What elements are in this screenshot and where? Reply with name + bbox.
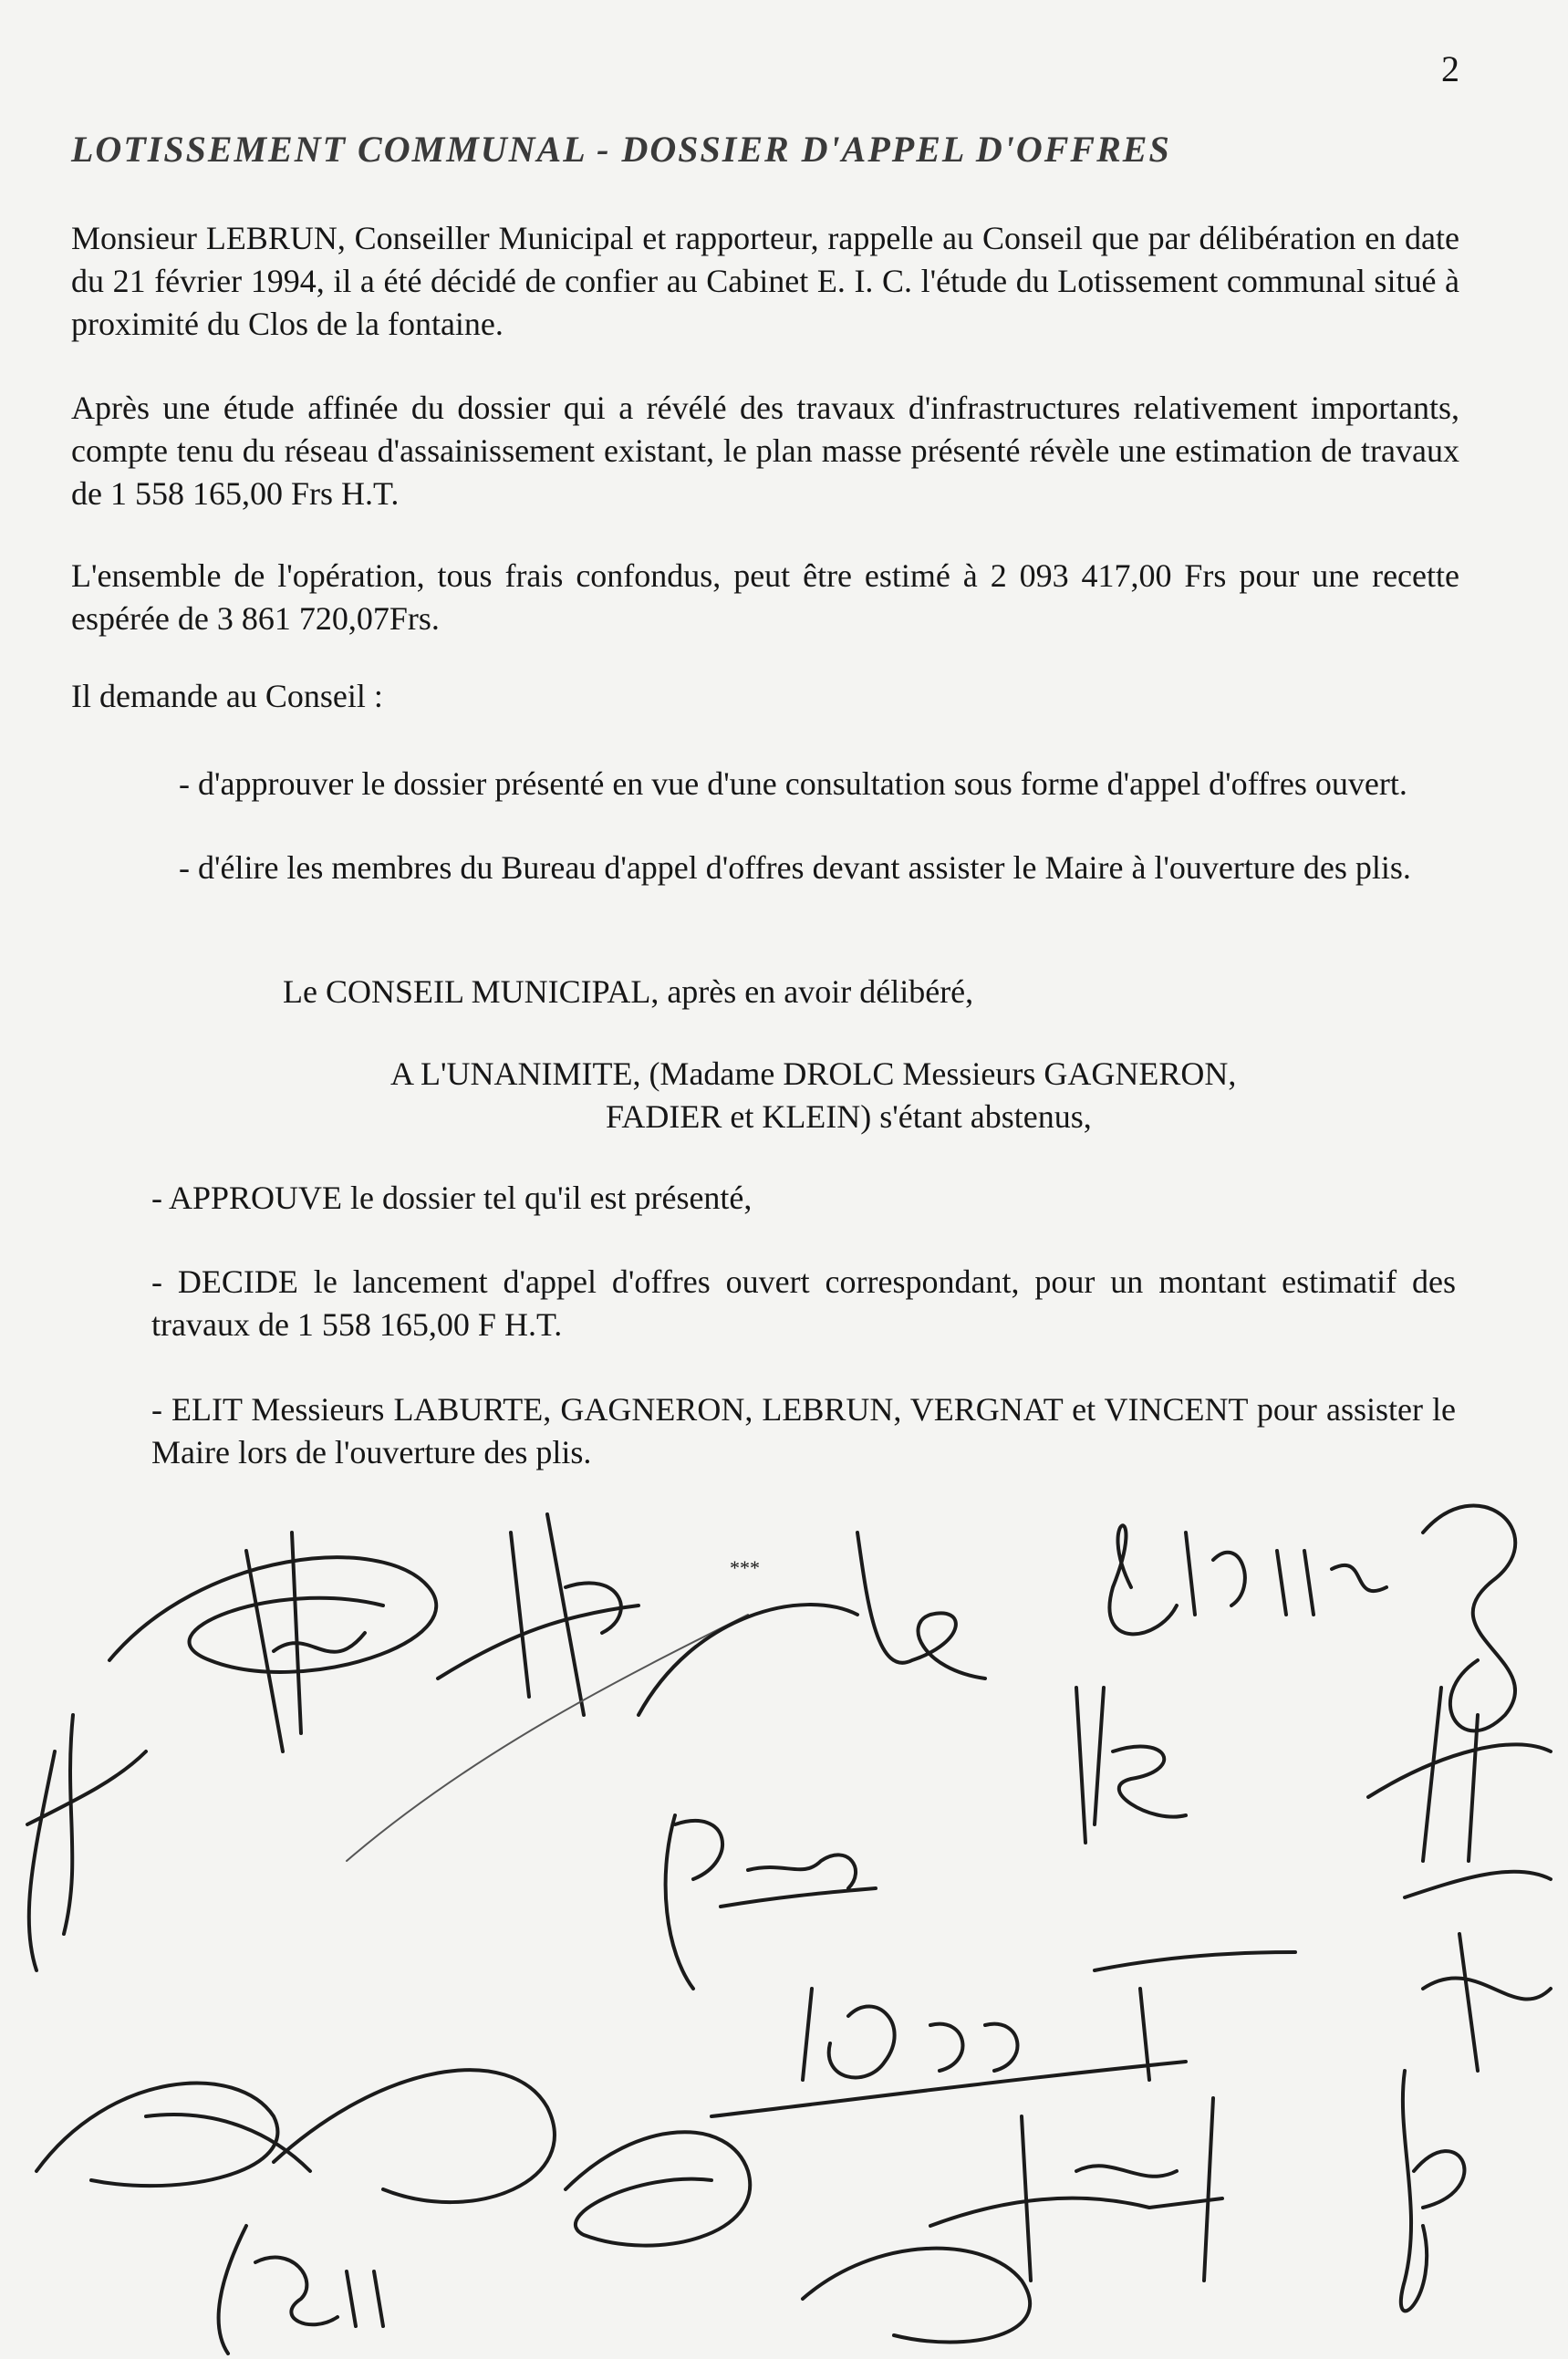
signature-scribble [1405, 1872, 1551, 2071]
paragraph-request-intro: Il demande au Conseil : [71, 678, 383, 714]
request-approve: - d'approuver le dossier présenté en vue d'une consultation sous forme d'appel d'offres ouvert. [179, 765, 1407, 802]
signature-scribble [803, 2249, 1030, 2343]
decision-elect: - ELIT Messieurs LABURTE, GAGNERON, LEBRUN, VERGNAT et VINCENT pour assister le Maire lors de l'ouverture des plis. [151, 1391, 1456, 1470]
signature-scribble [438, 1514, 639, 1715]
signature-scribble [109, 1557, 436, 1672]
signature-scribble [27, 1715, 146, 1970]
signature-scribble [1401, 2071, 1465, 2311]
paragraph-estimate: Après une étude affinée du dossier qui a révélé des travaux d'infrastructures relativement importants, compte tenu du réseau d'assainissement existant, le plan masse présenté révèle une estimation de travaux de 1 558 165,00 Frs H.T. [71, 390, 1459, 512]
paragraph-rapporteur: Monsieur LEBRUN, Conseiller Municipal et rapporteur, rappelle au Conseil que par délibération en date du 21 février 1994, il a été décidé de confier au Cabinet E. I. C. l'étude du Lotissement communal situé à proximité du Clos de la fontaine. [71, 220, 1459, 342]
signature-stamp-mark: *** [730, 1556, 760, 1579]
signature-scribble [1423, 1505, 1515, 1730]
signature-scribble [1109, 1525, 1386, 1634]
signature-scribble [666, 1815, 876, 1989]
signature-scribble [219, 2226, 383, 2354]
signature-scribble [566, 2132, 750, 2245]
signatures-area [0, 1478, 1568, 2359]
decision-decide: - DECIDE le lancement d'appel d'offres ouvert correspondant, pour un montant estimatif des travaux de 1 558 165,00 F H.T. [151, 1263, 1456, 1343]
vote-line-2: FADIER et KLEIN) s'étant abstenus, [606, 1098, 1092, 1135]
signature-scribble [1368, 1688, 1551, 1861]
decision-approve: - APPROUVE le dossier tel qu'il est présenté, [151, 1180, 753, 1216]
signature-scribble [803, 1989, 1017, 2080]
signature-scribble [36, 2084, 310, 2187]
signature-scribble [274, 2070, 555, 2202]
signature-scribble [711, 1952, 1295, 2116]
paragraph-total-cost: L'ensemble de l'opération, tous frais confondus, peut être estimé à 2 093 417,00 Frs pour une recette espérée de 3 861 720,07Frs. [71, 557, 1459, 637]
signature-scribble [1076, 1688, 1186, 1843]
document-title: LOTISSEMENT COMMUNAL - DOSSIER D'APPEL D'OFFRES [71, 129, 1171, 170]
request-elect: - d'élire les membres du Bureau d'appel d'offres devant assister le Maire à l'ouverture des plis. [179, 849, 1411, 886]
signature-scribble [639, 1533, 985, 1715]
vote-line-1: A L'UNANIMITE, (Madame DROLC Messieurs GAGNERON, [390, 1055, 1237, 1092]
council-intro: Le CONSEIL MUNICIPAL, après en avoir délibéré, [283, 973, 974, 1010]
page-number: 2 [1441, 48, 1459, 89]
